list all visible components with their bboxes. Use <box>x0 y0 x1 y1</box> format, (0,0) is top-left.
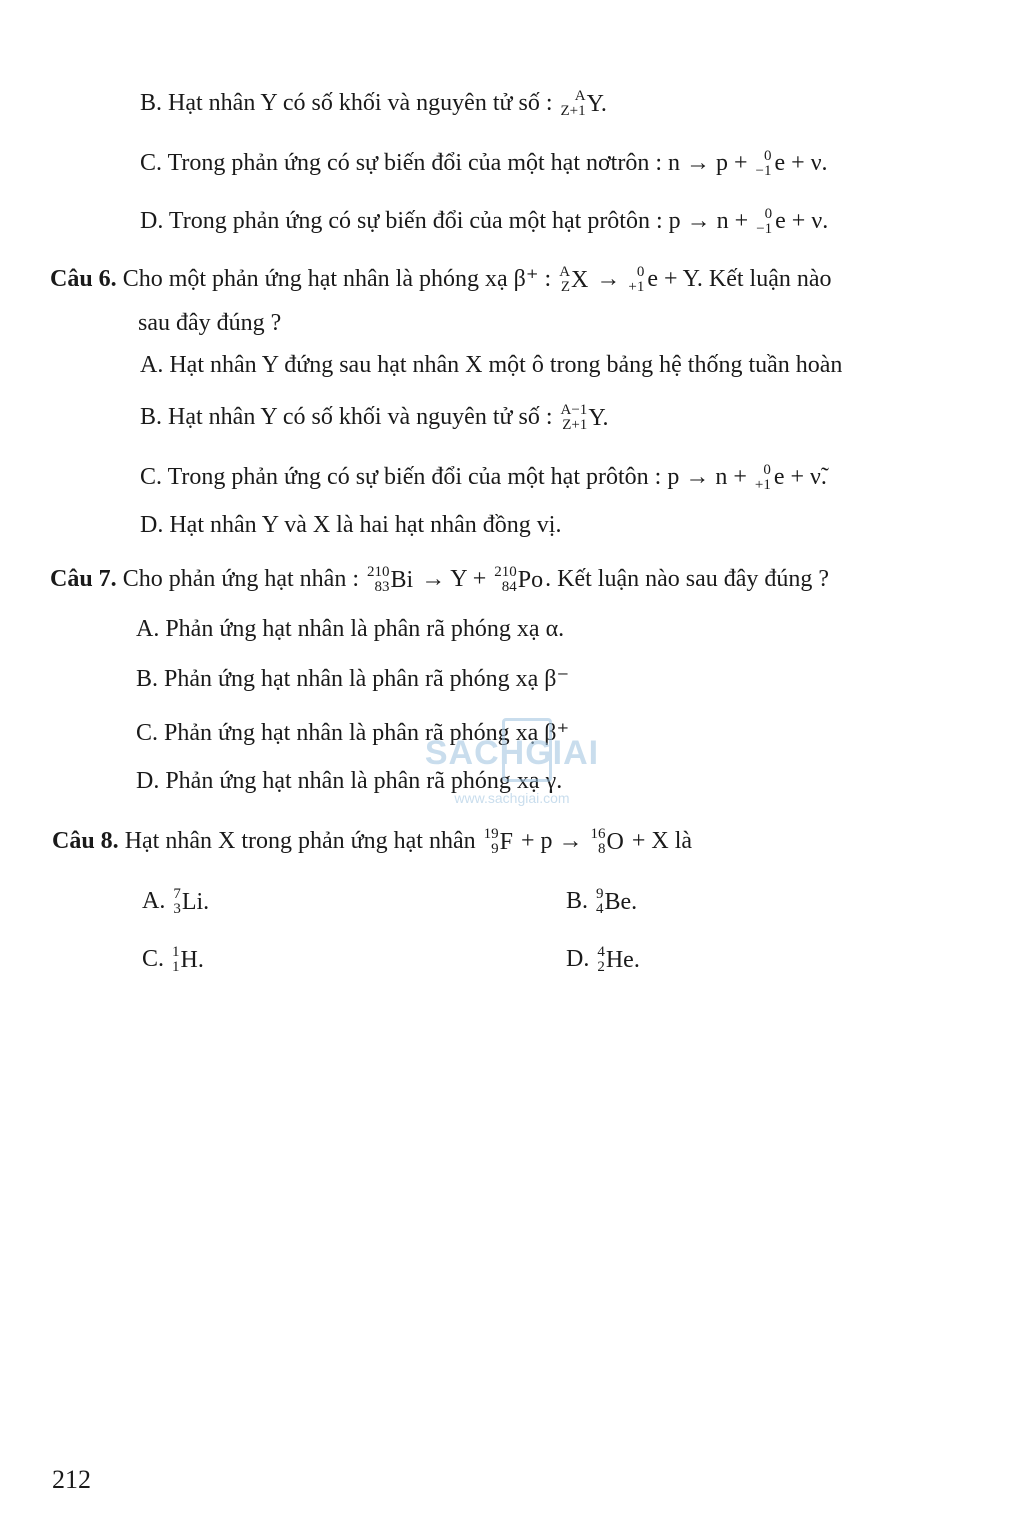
q6-option-c-text: C. Trong phản ứng có sự biến đổi của một hạt prôtôn : p → n + <box>140 464 747 490</box>
q6-stem-start: Cho một phản ứng hạt nhân là phóng xạ β⁺ : <box>122 266 552 292</box>
q5-option-c <box>140 148 828 179</box>
q6-stem <box>50 264 832 295</box>
q8-option-c-label: C. <box>142 946 165 972</box>
nuclide-positron: 0 +1 <box>628 264 645 296</box>
nuclide-helium: 4 2 He. <box>597 944 640 976</box>
nuclide-fluorine: 19 9 F <box>483 826 513 858</box>
q8-option-b-label: B. <box>566 888 589 914</box>
q7-stem-end: . Kết luận nào sau đây đúng ? <box>545 566 830 592</box>
q6-option-b-text: B. Hạt nhân Y có số khối và nguyên tử số : <box>140 404 553 430</box>
nuclide-x: A Z X <box>559 264 589 296</box>
q8-option-a <box>142 886 211 917</box>
nuclide-oxygen: 16 8 O <box>590 826 624 858</box>
q7-option-b: B. Phản ứng hạt nhân là phân rã phóng xạ β⁻ <box>136 666 570 692</box>
nuclide-hydrogen: 1 1 H. <box>172 944 204 976</box>
q5-option-b-text: B. Hạt nhân Y có số khối và nguyên tử số : <box>140 90 553 116</box>
q6-option-b <box>140 402 611 433</box>
q8-stem-mid: + p → <box>520 828 583 854</box>
q8-option-d-label: D. <box>566 946 590 972</box>
q6-option-a: A. Hạt nhân Y đứng sau hạt nhân X một ô trong bảng hệ thống tuần hoàn <box>140 352 843 378</box>
q8-option-c <box>142 944 206 975</box>
q7-label: Câu 7. <box>50 566 117 592</box>
nuclide-electron: 0 −1 <box>756 206 773 238</box>
q6-arrow: → <box>596 266 621 292</box>
q7-option-a: A. Phản ứng hạt nhân là phân rã phóng xạ α. <box>136 616 565 642</box>
q8-option-b <box>566 886 639 917</box>
q5-option-d-text: D. Trong phản ứng có sự biến đổi của một hạt prôtôn : p → n + <box>140 208 749 234</box>
q5-option-d-tail: e + ν. <box>775 208 829 234</box>
nuclide-beryllium: 9 4 Be. <box>596 886 638 918</box>
q6-stem-end: e + Y. Kết luận nào <box>647 266 832 292</box>
q7-stem-mid: → Y + <box>421 566 487 592</box>
nuclide-y: A Z+1 Y. <box>560 88 607 120</box>
q6-option-d: D. Hạt nhân Y và X là hai hạt nhân đồng vị. <box>140 512 562 538</box>
q6-stem-cont: sau đây đúng ? <box>138 310 282 336</box>
q5-option-c-tail: e + ν. <box>774 150 828 176</box>
nuclide-bismuth: 210 83 Bi <box>367 564 414 596</box>
q7-stem-start: Cho phản ứng hạt nhân : <box>122 566 359 592</box>
nuclide-positron: 0 +1 <box>754 462 771 494</box>
watermark-url: www.sachgiai.com <box>454 790 570 806</box>
q6-option-c-tail: e + ν̃. <box>773 464 827 490</box>
q8-stem-start: Hạt nhân X trong phản ứng hạt nhân <box>124 828 476 854</box>
q5-option-d <box>140 206 828 237</box>
q8-stem <box>52 826 692 857</box>
page-number: 212 <box>52 1465 91 1494</box>
q6-option-c <box>140 462 827 493</box>
nuclide-lithium: 7 3 Li. <box>173 886 210 918</box>
q8-option-d <box>566 944 642 975</box>
watermark-title: SACHGIAI <box>424 734 600 772</box>
q8-label: Câu 8. <box>52 828 119 854</box>
nuclide-polonium: 210 84 Po <box>494 564 544 596</box>
nuclide-y: A−1 Z+1 Y. <box>560 402 609 434</box>
q5-option-b <box>140 88 609 119</box>
q8-option-a-label: A. <box>142 888 166 914</box>
q7-option-c: C. Phản ứng hạt nhân là phân rã phóng xạ β⁺ <box>136 720 570 746</box>
q8-stem-end: + X là <box>631 828 693 854</box>
q6-label: Câu 6. <box>50 266 117 292</box>
q7-stem <box>50 564 829 595</box>
q5-option-c-text: C. Trong phản ứng có sự biến đổi của một hạt nơtrôn : n → p + <box>140 150 748 176</box>
q7-option-d: D. Phản ứng hạt nhân là phân rã phóng xạ γ. <box>136 768 563 794</box>
nuclide-electron: 0 −1 <box>755 148 772 180</box>
